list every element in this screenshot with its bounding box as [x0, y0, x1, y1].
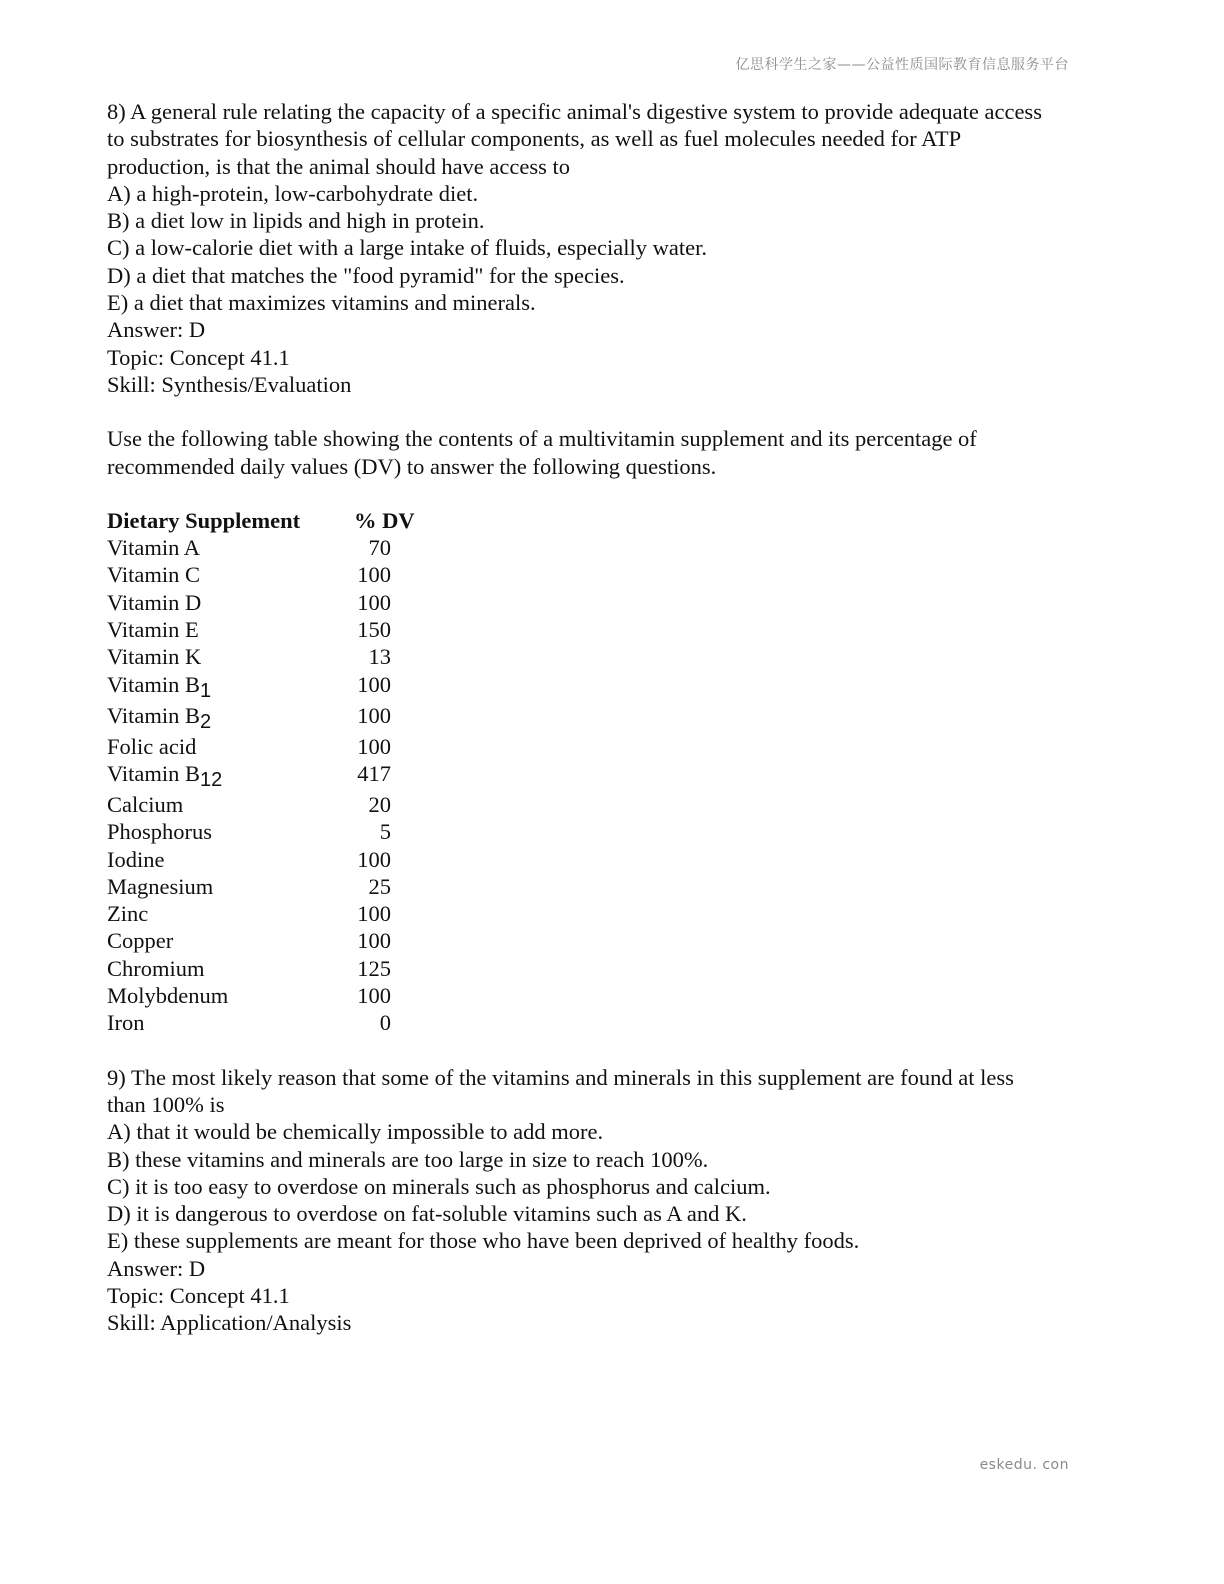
table-row: [107, 791, 1107, 818]
supplement-name: [107, 733, 345, 760]
supplement-name-text: Zinc: [107, 901, 149, 927]
table-row: [107, 702, 1107, 733]
supplement-name: [107, 643, 345, 670]
table-header-row: [107, 507, 1107, 534]
answer-option-e: E) a diet that maximizes vitamins and minerals.: [107, 290, 536, 316]
table-row: [107, 873, 1107, 900]
question-stem-line: than 100% is: [107, 1091, 225, 1117]
dv-value: 100: [357, 846, 391, 872]
dv-value: 100: [357, 562, 391, 588]
table-row: [107, 818, 1107, 845]
column-header-supplement: Dietary Supplement: [107, 507, 301, 533]
dv-value: 100: [357, 733, 391, 759]
supplement-name: [107, 561, 345, 588]
table-row: [107, 1009, 1107, 1036]
dv-value: 100: [357, 901, 391, 927]
column-header-dv: % DV: [354, 507, 415, 533]
supplement-name: [107, 818, 345, 845]
question-8: [107, 98, 1107, 398]
answer-option-d: D) a diet that matches the "food pyramid" for the species.: [107, 262, 625, 288]
supplement-name-text: Iodine: [107, 846, 165, 872]
intro-line: recommended daily values (DV) to answer the following questions.: [107, 453, 717, 479]
supplement-name: [107, 873, 345, 900]
table-row: [107, 927, 1107, 954]
table-row: [107, 534, 1107, 561]
intro-line: Use the following table showing the contents of a multivitamin supplement and its percentage of: [107, 426, 977, 452]
answer-option-a: A) that it would be chemically impossible to add more.: [107, 1119, 604, 1145]
supplement-name-text: Molybdenum: [107, 983, 229, 1009]
supplement-table: [107, 507, 1107, 1037]
supplement-name-text: Vitamin A: [107, 535, 201, 561]
table-row: [107, 760, 1107, 791]
question-stem-line: 9) The most likely reason that some of the vitamins and minerals in this supplement are found at less: [107, 1064, 1014, 1090]
supplement-name-text: Copper: [107, 928, 174, 954]
dv-value: 20: [368, 791, 391, 817]
table-intro: [107, 425, 1107, 480]
question-stem-line: to substrates for biosynthesis of cellular components, as well as fuel molecules needed for ATP: [107, 126, 962, 152]
question-stem-line: production, is that the animal should have access to: [107, 153, 571, 179]
topic-label: Topic: Concept 41.1: [107, 1282, 290, 1308]
supplement-name: [107, 1009, 345, 1036]
supplement-subscript: 1: [200, 679, 212, 702]
supplement-name: [107, 534, 345, 561]
supplement-name-text: Vitamin K: [107, 644, 202, 670]
supplement-name: [107, 616, 345, 643]
supplement-name-text: Phosphorus: [107, 819, 213, 845]
supplement-name-text: Magnesium: [107, 873, 214, 899]
skill-label: Skill: Synthesis/Evaluation: [107, 371, 352, 397]
answer-option-c: C) it is too easy to overdose on minerals such as phosphorus and calcium.: [107, 1173, 771, 1199]
supplement-name-text: Iron: [107, 1010, 145, 1036]
supplement-name-text: Vitamin D: [107, 589, 202, 615]
supplement-name: [107, 760, 345, 791]
dv-value: 125: [357, 955, 391, 981]
supplement-name: [107, 702, 345, 733]
skill-label: Skill: Application/Analysis: [107, 1310, 352, 1336]
supplement-name-text: Vitamin B: [107, 760, 201, 786]
question-9: [107, 1064, 1107, 1337]
dv-value: 417: [357, 760, 391, 786]
answer-option-d: D) it is dangerous to overdose on fat-soluble vitamins such as A and K.: [107, 1201, 747, 1227]
table-body: [107, 534, 1107, 1036]
answer-option-c: C) a low-calorie diet with a large intake of fluids, especially water.: [107, 235, 707, 261]
supplement-name-text: Vitamin E: [107, 617, 199, 643]
supplement-name-text: Chromium: [107, 955, 205, 981]
header-watermark: 亿思科学生之家——公益性质国际教育信息服务平台: [735, 57, 1069, 73]
supplement-name: [107, 791, 345, 818]
answer-option-a: A) a high-protein, low-carbohydrate diet.: [107, 180, 479, 206]
table-row: [107, 900, 1107, 927]
supplement-name: [107, 982, 345, 1009]
table-row: [107, 733, 1107, 760]
table-row: [107, 616, 1107, 643]
answer-option-e: E) these supplements are meant for those who have been deprived of healthy foods.: [107, 1228, 860, 1254]
dv-value: 25: [368, 873, 391, 899]
dv-value: 150: [357, 617, 391, 643]
supplement-name-text: Calcium: [107, 791, 184, 817]
supplement-name: [107, 955, 345, 982]
table-row: [107, 846, 1107, 873]
dv-value: 13: [368, 644, 391, 670]
table-row: [107, 589, 1107, 616]
table-row: [107, 643, 1107, 670]
supplement-name-text: Folic acid: [107, 733, 197, 759]
supplement-name: [107, 589, 345, 616]
dv-value: 100: [357, 983, 391, 1009]
table-row: [107, 955, 1107, 982]
table-row: [107, 561, 1107, 588]
answer-option-b: B) a diet low in lipids and high in protein.: [107, 208, 485, 234]
dv-value: 100: [357, 702, 391, 728]
question-stem-line: 8) A general rule relating the capacity of a specific animal's digestive system to provide adequate access: [107, 99, 1042, 124]
supplement-subscript: 2: [200, 710, 212, 733]
dv-value: 0: [379, 1010, 391, 1036]
answer-option-b: B) these vitamins and minerals are too large in size to reach 100%.: [107, 1146, 709, 1172]
supplement-subscript: 12: [200, 768, 223, 791]
supplement-name-text: Vitamin C: [107, 562, 201, 588]
dv-value: 70: [368, 535, 391, 561]
topic-label: Topic: Concept 41.1: [107, 344, 290, 370]
dv-value: 100: [357, 589, 391, 615]
document-body: [107, 98, 1107, 1337]
supplement-name: [107, 846, 345, 873]
answer-key: Answer: D: [107, 317, 206, 343]
supplement-name: [107, 671, 345, 702]
table-row: [107, 982, 1107, 1009]
dv-value: 5: [379, 819, 391, 845]
supplement-name-text: Vitamin B: [107, 702, 201, 728]
footer-watermark: eskedu. con: [979, 1457, 1069, 1473]
dv-value: 100: [357, 928, 391, 954]
supplement-name-text: Vitamin B: [107, 671, 201, 697]
answer-key: Answer: D: [107, 1255, 206, 1281]
table-row: [107, 671, 1107, 702]
dv-value: 100: [357, 671, 391, 697]
supplement-name: [107, 900, 345, 927]
supplement-name: [107, 927, 345, 954]
